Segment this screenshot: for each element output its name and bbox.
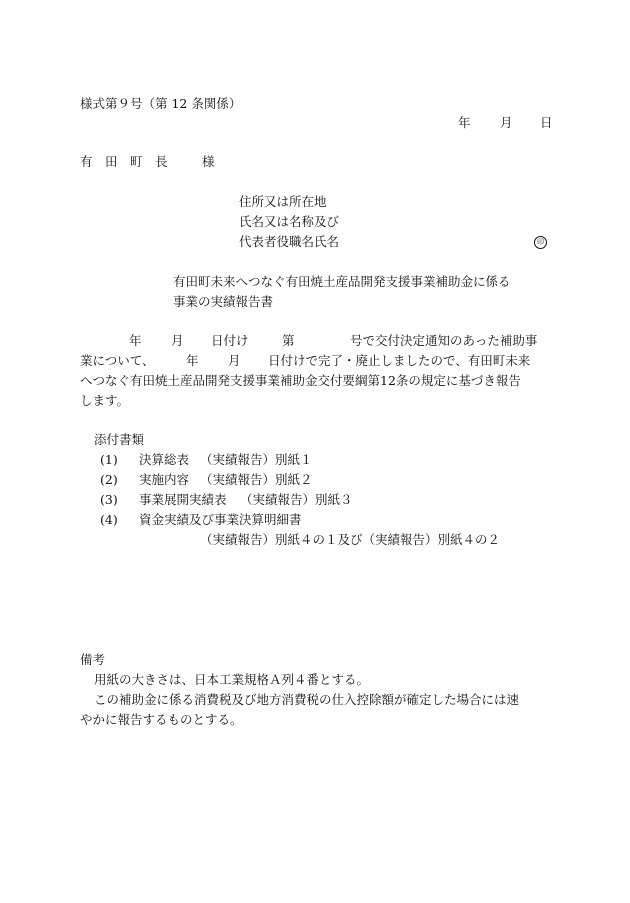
body-l1-tail: 号で交付決定通知のあった補助事 [350,333,538,348]
report-title-line1: 有田町未来へつなぐ有田焼土産品開発支援事業補助金に係る [173,274,511,289]
attachment-4-num: (4) [100,512,118,527]
attachment-4-name: 資金実績及び事業決算明細書 [139,512,302,527]
attachment-3-ref: （実績報告）別紙３ [240,492,353,507]
date-month-label: 月 [500,115,513,130]
attachment-2-ref: （実績報告）別紙２ [200,472,313,487]
attachment-2-name: 実施内容 [139,472,190,487]
body-l1-no: 第 [282,333,295,348]
attachment-1-num: (1) [100,452,118,467]
attachment-1-name: 決算総表 [139,452,190,467]
body-l2-head: 業について、 [80,353,155,368]
name-label: 氏名又は名称及び [239,214,340,229]
body-l2-tail: 日付けで完了・廃止しましたので、有田町未来 [268,353,531,368]
form-number: 様式第９号（第 12 条関係） [80,96,242,111]
body-line4: します。 [80,393,130,408]
attachments-heading: 添付書類 [94,432,145,447]
body-l1-dated: 日付け [211,333,249,348]
date-day-label: 日 [540,115,553,130]
body-l2-year: 年 [186,353,199,368]
representative-label: 代表者役職名氏名 [239,234,340,249]
date-year-label: 年 [458,115,471,130]
attachment-1-ref: （実績報告）別紙１ [200,452,313,467]
report-title-line2: 事業の実績報告書 [173,294,274,309]
attachment-4-continuation: （実績報告）別紙４の１及び（実績報告）別紙４の２ [200,532,501,547]
attachment-3-num: (3) [100,492,118,507]
notes-line1: 用紙の大きさは、日本工業規格Ａ列４番とする。 [94,672,370,687]
addressee-name: 有 田 町 長 [80,154,168,169]
seal-mark: 印 [534,236,547,249]
body-line3: へつなぐ有田焼土産品開発支援事業補助金交付要綱第12条の規定に基づき報告 [80,373,521,388]
addressee-honorific: 様 [202,154,215,169]
body-l1-month: 月 [171,333,184,348]
notes-line3: やかに報告するものとする。 [80,712,243,727]
attachment-2-num: (2) [100,472,118,487]
body-l1-year: 年 [129,333,142,348]
attachment-3-name: 事業展開実績表 [139,492,227,507]
notes-line2: この補助金に係る消費税及び地方消費税の仕入控除額が確定した場合には速 [94,692,520,707]
notes-heading: 備考 [80,652,106,667]
body-l2-month: 月 [228,353,241,368]
address-label: 住所又は所在地 [239,194,327,209]
